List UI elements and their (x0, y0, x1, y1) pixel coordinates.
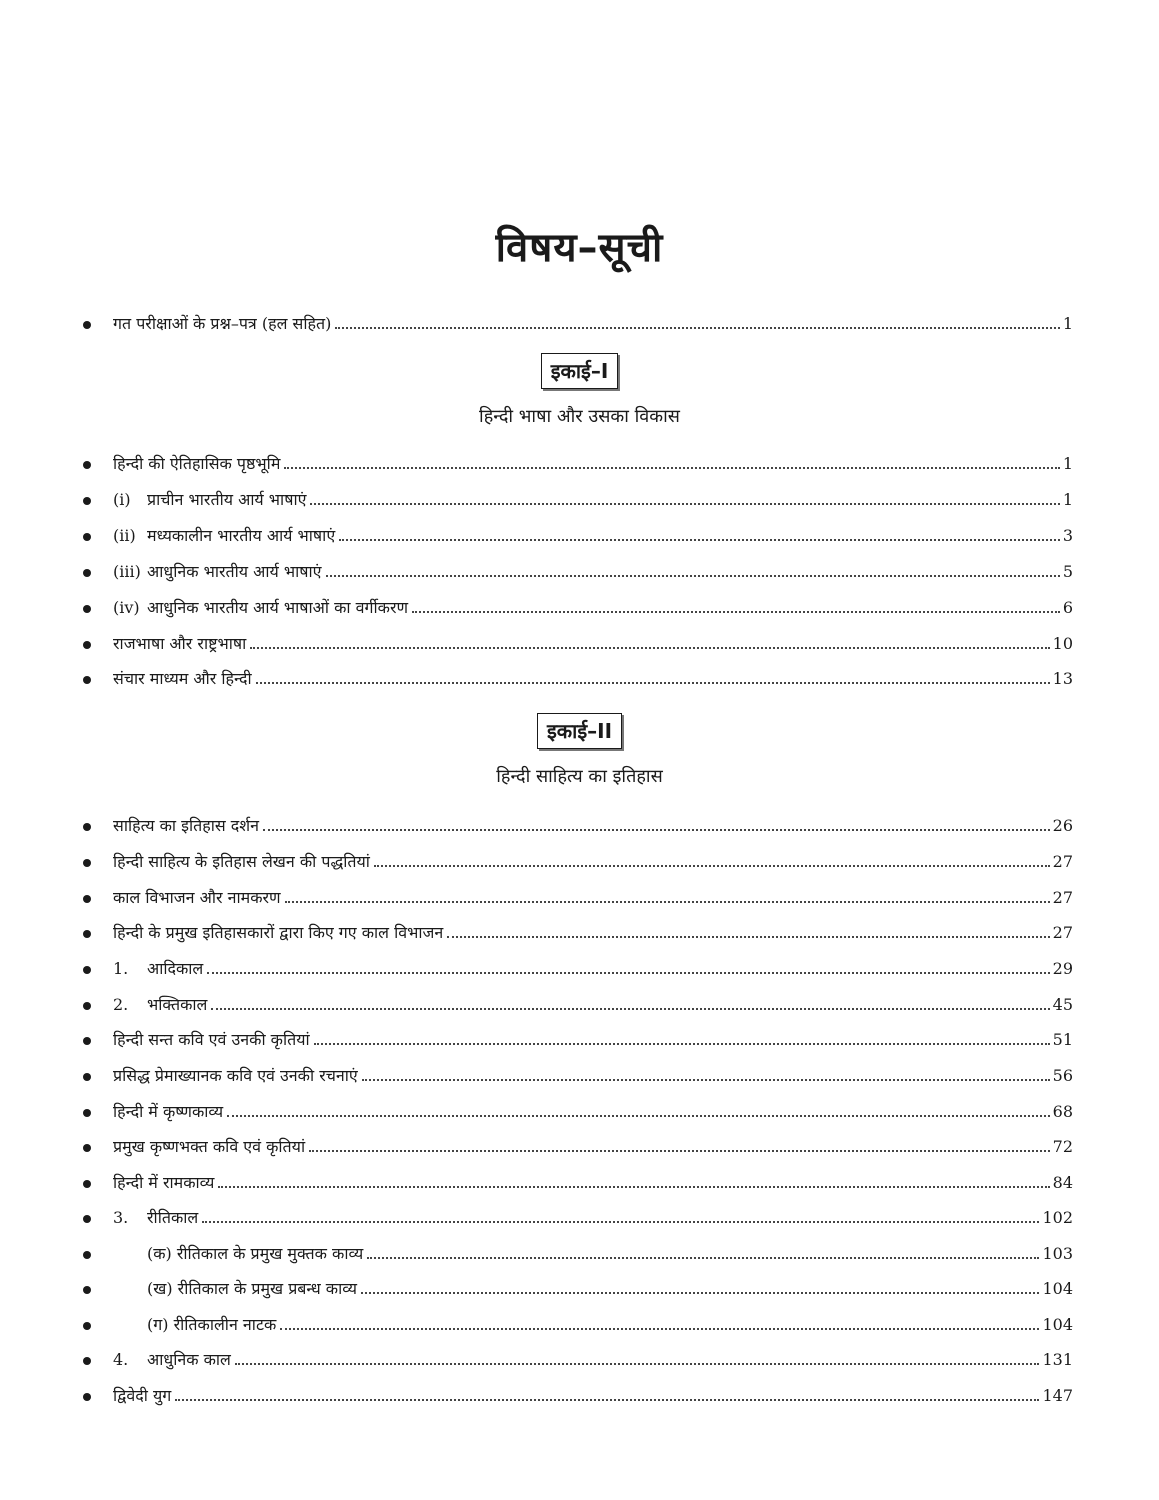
bullet-icon (83, 1286, 91, 1294)
toc-entry[interactable] (83, 914, 1073, 944)
entry-title: गत परीक्षाओं के प्रश्न–पत्र (हल सहित) (113, 314, 332, 333)
bullet-icon (83, 497, 91, 505)
entry-title: भक्तिकाल (147, 995, 208, 1014)
entry-title: (क) रीतिकाल के प्रमुख मुक्तक काव्य (147, 1244, 364, 1263)
dot-leader (310, 503, 1059, 505)
entry-page: 131 (1042, 1350, 1073, 1369)
dot-leader (256, 682, 1050, 684)
entry-title: (ख) रीतिकाल के प्रमुख प्रबन्ध काव्य (147, 1279, 357, 1298)
entry-page: 104 (1042, 1279, 1073, 1298)
unit-2-subtitle: हिन्दी साहित्य का इतिहास (496, 766, 663, 787)
unit-2-label: इकाई–II (537, 713, 622, 749)
toc-entry[interactable] (83, 660, 1073, 690)
bullet-icon (83, 1109, 91, 1117)
toc-entry[interactable] (83, 1270, 1073, 1300)
entry-page: 84 (1052, 1173, 1073, 1192)
dot-leader (412, 611, 1060, 613)
bullet-icon (83, 1037, 91, 1045)
toc-entry[interactable] (83, 445, 1073, 475)
entry-page: 56 (1052, 1066, 1073, 1085)
bullet-icon (83, 569, 91, 577)
entry-title: द्विवेदी युग (113, 1386, 172, 1405)
toc-entry[interactable] (83, 1128, 1073, 1158)
bullet-icon (83, 533, 91, 541)
entry-page: 29 (1052, 959, 1073, 978)
dot-leader (367, 1257, 1039, 1259)
entry-number: (ii) (113, 526, 136, 545)
dot-leader (250, 647, 1049, 649)
entry-title: हिन्दी के प्रमुख इतिहासकारों द्वारा किए गए काल विभाजन (113, 923, 444, 942)
entry-title: आधुनिक भारतीय आर्य भाषाओं का वर्गीकरण (147, 598, 409, 617)
toc-entry[interactable] (83, 1164, 1073, 1194)
dot-leader (280, 1328, 1039, 1330)
dot-leader (227, 1115, 1049, 1117)
dot-leader (335, 327, 1059, 329)
entry-title: राजभाषा और राष्ट्रभाषा (113, 634, 247, 653)
dot-leader (447, 936, 1049, 938)
entry-page: 104 (1042, 1315, 1073, 1334)
entry-page: 45 (1052, 995, 1073, 1014)
toc-entry[interactable] (83, 1057, 1073, 1087)
bullet-icon (83, 930, 91, 938)
entry-number: 2. (113, 995, 129, 1014)
bullet-icon (83, 1357, 91, 1365)
entry-page: 27 (1052, 888, 1073, 907)
toc-entry[interactable] (83, 481, 1073, 511)
dot-leader (314, 1043, 1050, 1045)
toc-entry[interactable] (83, 1341, 1073, 1371)
dot-leader (326, 575, 1060, 577)
entry-title: आधुनिक भारतीय आर्य भाषाएं (147, 562, 322, 581)
dot-leader (175, 1399, 1039, 1401)
toc-entry-previous-papers[interactable] (83, 305, 1073, 335)
dot-leader (218, 1186, 1049, 1188)
entry-title: हिन्दी में कृष्णकाव्य (113, 1102, 224, 1121)
bullet-icon (83, 1393, 91, 1401)
entry-number: (iv) (113, 598, 140, 617)
dot-leader (235, 1363, 1040, 1365)
entry-number: (iii) (113, 562, 141, 581)
toc-entry[interactable] (83, 1377, 1073, 1407)
toc-entry[interactable] (83, 1235, 1073, 1265)
bullet-icon (83, 1180, 91, 1188)
toc-entry[interactable] (83, 986, 1073, 1016)
dot-leader (263, 829, 1050, 831)
dot-leader (374, 865, 1050, 867)
bullet-icon (83, 1251, 91, 1259)
entry-page: 5 (1062, 562, 1073, 581)
entry-page: 27 (1052, 852, 1073, 871)
unit-1-label: इकाई–I (541, 353, 619, 389)
entry-title: काल विभाजन और नामकरण (113, 888, 281, 907)
toc-entry[interactable] (83, 879, 1073, 909)
bullet-icon (83, 895, 91, 903)
entry-title: मध्यकालीन भारतीय आर्य भाषाएं (147, 526, 336, 545)
entry-title: हिन्दी साहित्य के इतिहास लेखन की पद्धतियां (113, 852, 370, 871)
entry-title: हिन्दी में रामकाव्य (113, 1173, 215, 1192)
entry-page: 72 (1052, 1137, 1073, 1156)
entry-title: आदिकाल (147, 959, 204, 978)
entry-page: 51 (1052, 1030, 1073, 1049)
entry-title: साहित्य का इतिहास दर्शन (113, 816, 260, 835)
entry-page: 103 (1042, 1244, 1073, 1263)
bullet-icon (83, 1002, 91, 1010)
unit-1-subtitle: हिन्दी भाषा और उसका विकास (479, 406, 680, 427)
entry-page: 27 (1052, 923, 1073, 942)
entry-number: 3. (113, 1208, 129, 1227)
entry-title: रीतिकाल (147, 1208, 199, 1227)
toc-entry[interactable] (83, 950, 1073, 980)
entry-page: 6 (1062, 598, 1073, 617)
dot-leader (362, 1079, 1050, 1081)
entry-title: प्राचीन भारतीय आर्य भाषाएं (147, 490, 307, 509)
bullet-icon (83, 823, 91, 831)
entry-number: 4. (113, 1350, 129, 1369)
dot-leader (207, 972, 1049, 974)
bullet-icon (83, 1215, 91, 1223)
bullet-icon (83, 859, 91, 867)
dot-leader (309, 1150, 1050, 1152)
bullet-icon (83, 641, 91, 649)
toc-entry[interactable] (83, 1021, 1073, 1051)
dot-leader (202, 1221, 1039, 1223)
toc-entry[interactable] (83, 1306, 1073, 1336)
entry-title: हिन्दी की ऐतिहासिक पृष्ठभूमि (113, 454, 281, 473)
bullet-icon (83, 676, 91, 684)
toc-entry[interactable] (83, 843, 1073, 873)
entry-page: 3 (1062, 526, 1073, 545)
dot-leader (285, 901, 1050, 903)
toc-entry[interactable] (83, 517, 1073, 547)
toc-entry[interactable] (83, 1199, 1073, 1229)
entry-title: आधुनिक काल (147, 1350, 231, 1369)
bullet-icon (83, 966, 91, 974)
dot-leader (361, 1292, 1039, 1294)
entry-page: 147 (1042, 1386, 1073, 1405)
bullet-icon (83, 321, 91, 329)
entry-page: 1 (1062, 490, 1073, 509)
entry-page: 1 (1062, 454, 1073, 473)
entry-title: (ग) रीतिकालीन नाटक (147, 1315, 277, 1334)
unit-2-heading (0, 713, 1159, 749)
dot-leader (211, 1008, 1049, 1010)
bullet-icon (83, 1073, 91, 1081)
toc-entry[interactable] (83, 589, 1073, 619)
entry-page: 68 (1052, 1102, 1073, 1121)
entry-page: 102 (1042, 1208, 1073, 1227)
toc-entry[interactable] (83, 807, 1073, 837)
bullet-icon (83, 1322, 91, 1330)
entry-title: प्रमुख कृष्णभक्त कवि एवं कृतियां (113, 1137, 306, 1156)
entry-number: (i) (113, 490, 131, 509)
entry-number: 1. (113, 959, 129, 978)
bullet-icon (83, 605, 91, 613)
entry-title: हिन्दी सन्त कवि एवं उनकी कृतियां (113, 1030, 310, 1049)
entry-title: प्रसिद्ध प्रेमाख्यानक कवि एवं उनकी रचनाएं (113, 1066, 358, 1085)
toc-entry[interactable] (83, 1093, 1073, 1123)
entry-title: संचार माध्यम और हिन्दी (113, 669, 252, 688)
page-title: विषय–सूची (495, 225, 664, 271)
entry-page: 13 (1052, 669, 1073, 688)
entry-page: 26 (1052, 816, 1073, 835)
unit-1-heading (0, 353, 1159, 389)
bullet-icon (83, 1144, 91, 1152)
dot-leader (339, 539, 1060, 541)
entry-page: 1 (1062, 314, 1073, 333)
toc-entry[interactable] (83, 553, 1073, 583)
bullet-icon (83, 461, 91, 469)
toc-entry[interactable] (83, 625, 1073, 655)
dot-leader (284, 467, 1059, 469)
entry-page: 10 (1052, 634, 1073, 653)
